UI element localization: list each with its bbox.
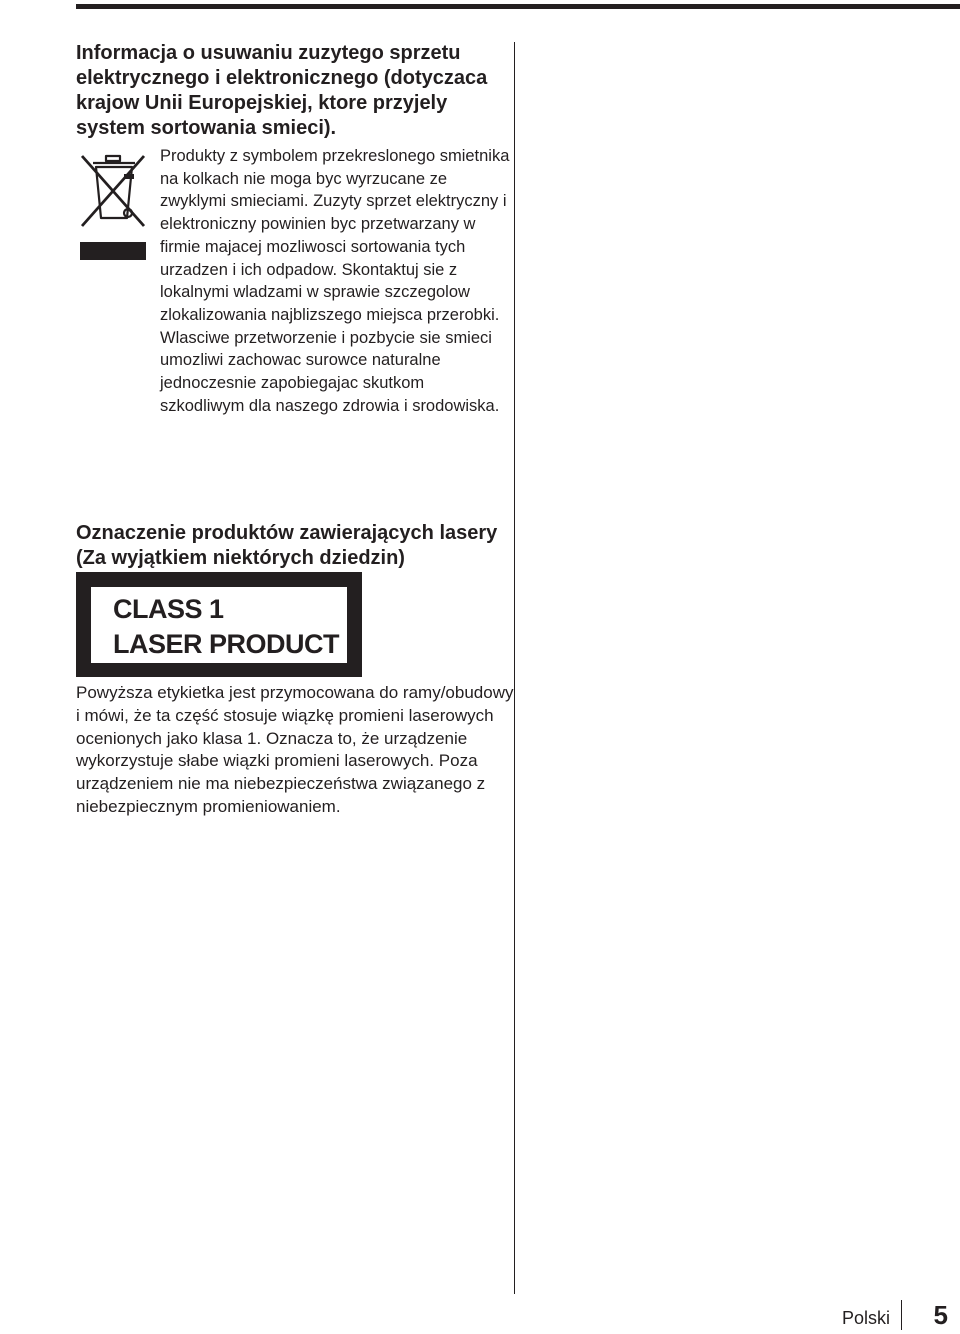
laser-label-product: LASER PRODUCT	[113, 629, 340, 659]
footer-separator	[901, 1300, 902, 1330]
weee-body-text: Produkty z symbolem przekreslonego smietnika na kolkach nie moga byc wyrzucane ze zwyklymi smieciami. Zuzyty sprzet elektryczny i elektroniczny powinien byc przetwarzany w firmie majacej mozliwosci sortowania tych urzadzen i ich odpadow. Skontaktuj sie z lokalnymi wladzami w sprawie szczegolow zlokalizowania najblizszego miejsca przerobki. Wlasciwe przetworzenie i pozbycie sie smieci umozliwi zachowac surowce naturalne jednoczesnie zapobiegajac skutkom szkodliwym dla naszego zdrowia i srodowiska.	[160, 147, 510, 415]
weee-heading: Informacja o usuwaniu zuzytego sprzetu elektrycznego i elektronicznego (dotyczaca krajow Unii Europejskiej, ktore przyjely system sortowania smieci).	[76, 42, 488, 139]
crossed-out-wheeled-bin-icon	[80, 150, 146, 262]
laser-heading: Oznaczenie produktów zawierających lasery (Za wyjątkiem niektórych dziedzin)	[76, 522, 498, 569]
laser-body-text: Powyższa etykietka jest przymocowana do ramy/obudowy i mówi, że ta część stosuje wiązkę promieni laserowych ocenionych jako klasa 1. Oznacza to, że urządzenie wykorzystuje słabe wiązki promieni laserowych. Poza urządzeniem nie ma niebezpieczeństwa związanego z niebezpiecznym promieniowaniem.	[76, 683, 514, 816]
laser-label-class: CLASS 1	[113, 594, 224, 624]
footer-language: Polski	[841, 1308, 890, 1328]
class1-laser-label	[76, 572, 362, 677]
column-divider	[514, 42, 515, 1294]
laser-label-panel	[91, 587, 347, 663]
page-number: 5	[933, 1300, 948, 1330]
top-rule	[76, 4, 960, 9]
